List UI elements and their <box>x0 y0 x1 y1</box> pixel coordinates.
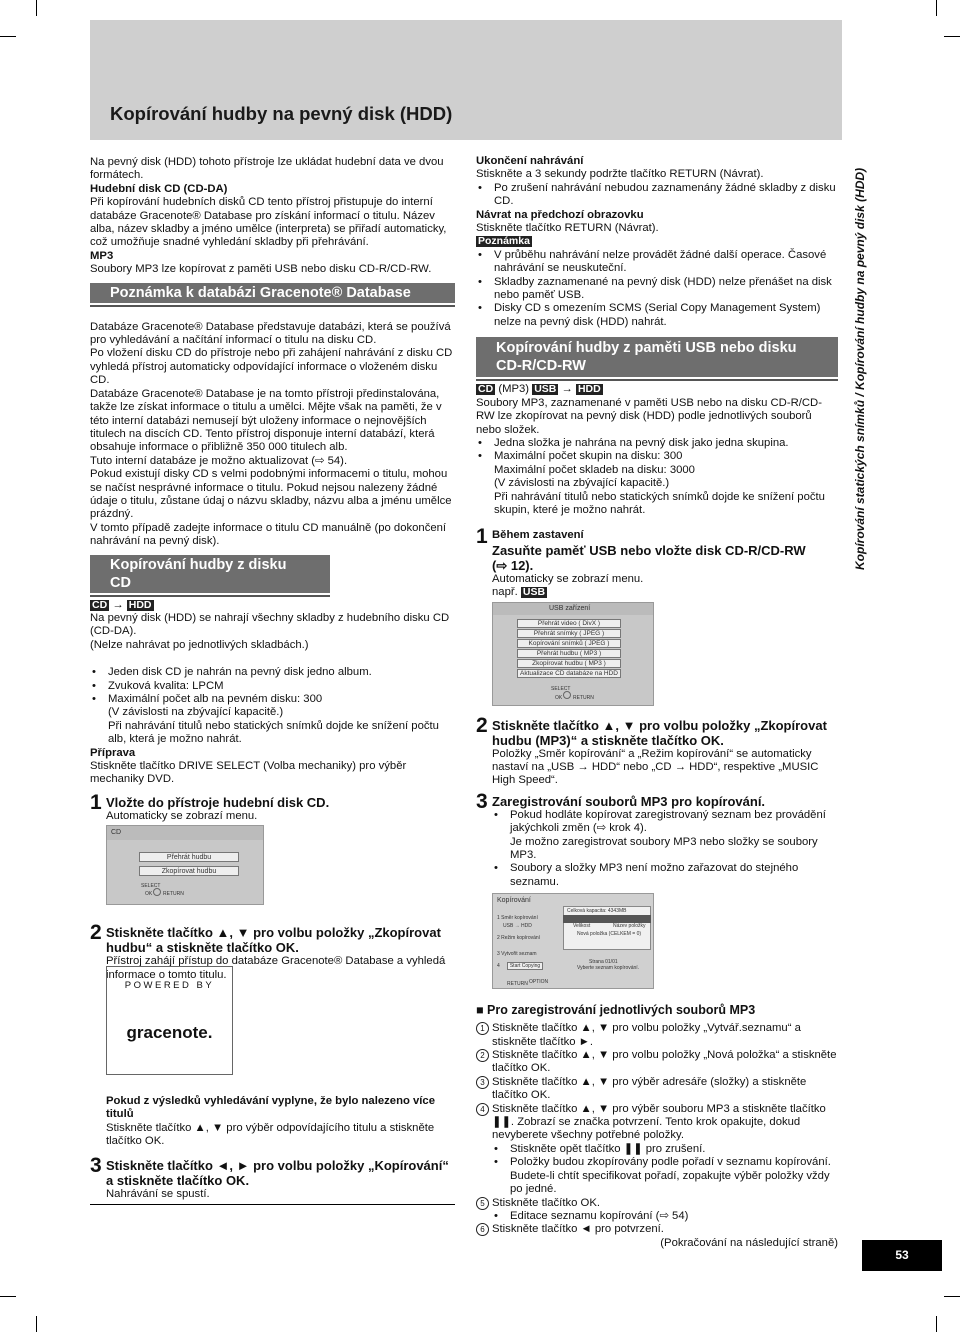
cdda-heading: Hudební disk CD (CD-DA) <box>90 182 228 195</box>
hdd-tag: HDD <box>128 598 152 611</box>
page-number: 53 <box>862 1240 942 1271</box>
section-cd-heading: Kopírování hudby z disku CD <box>90 555 330 595</box>
list-item: • Pokud hodláte kopírovat zaregistrovaný seznam bez provádění jakýchkoli změn (⇨ krok 4). <box>492 809 838 836</box>
item-text: Stiskněte tlačítko OK. <box>492 1196 600 1209</box>
item-text: Stiskněte tlačítko ▲, ▼ pro výběr souboru MP3 a stiskněte tlačítko ❚❚. Zobrazí se značka potvrzení. Tento krok opakujte, dokud nevyberete všechny potřebné položky. <box>492 1102 826 1142</box>
menu-label[interactable]: 3 Vytvořit seznam <box>497 951 537 958</box>
step-title: (⇨ 12). <box>492 557 534 573</box>
ok-hint: OK <box>145 891 153 898</box>
gracenote-wordmark: gracenote. <box>126 1023 213 1043</box>
individual-heading <box>476 1003 838 1018</box>
select-hint: SELECT <box>141 883 161 890</box>
step-title: hudbu (MP3)“ a stiskněte tlačítko OK. <box>492 732 724 748</box>
list-item: • Po zrušení nahrávání nebudou zaznamenány žádné skladby z disku CD. <box>476 182 838 209</box>
list-item: • Skladby zaznamenané na pevný disk (HDD) nelze přenášet na disk nebo paměť USB. <box>476 276 838 303</box>
col-name: Název položky <box>613 923 646 930</box>
continued-note: (Pokračování na následující straně) <box>660 1236 838 1249</box>
end-text: Stiskněte a 3 sekundy podržte tlačítko RETURN (Návrat). <box>476 168 764 181</box>
multi-heading: Pokud z výsledků vyhledávání vyplyne, že bylo nalezeno více titulů <box>106 1095 435 1121</box>
number-circle: 4 <box>476 1103 489 1116</box>
usb-tag: USB <box>534 383 557 396</box>
step-number: 2 <box>90 921 102 945</box>
crop-mark <box>36 0 37 16</box>
db-text-3: Databáze Gracenote® Database je na tomto přístroji předinstalována, takže lze získat informace o titulu a umělci. Mějte však na paměti, že v této interní databázi nemusejí být uloženy informace o nejnovějších titulech na discích CD. Tento přístroj disponuje interní databází, která obsahuje informace o přibližně 350 000 titulech alb. <box>90 387 442 454</box>
crop-mark <box>944 1296 960 1297</box>
divider <box>90 1204 455 1205</box>
crop-mark <box>0 36 16 37</box>
mp3-text: Soubory MP3 lze kopírovat z paměti USB nebo disku CD-R/CD-RW. <box>90 263 432 276</box>
page-indicator: Strana 01/01 <box>589 959 618 966</box>
intro-text: Na pevný disk (HDD) tohoto přístroje lze ukládat hudební data ve dvou formátech. <box>90 156 444 182</box>
menu-option[interactable]: Přehrát hudbu ( MP3 ) <box>517 649 621 658</box>
example-label: např. <box>492 586 518 599</box>
capacity: Celková kapacita: 4343MB <box>567 908 627 915</box>
cdda-text: Při kopírování hudebních disků CD tento přístroj přistupuje do interní databáze Gracenote® Database pro získání informací o titulu. Název alba, název skladby a jméno umělce (interpreta) se přiřadí automaticky, což umožňuje snadné vyhledání skladby při přehrávání. <box>90 196 447 249</box>
list-item: • Položky budou zkopírovány podle pořadí v seznamu kopírování. Budete-li chtít specifikovat pořadí, zopakujte výběr položky vždy po jedné. <box>492 1156 838 1196</box>
list-item: • Maximální počet alb na pevném disku: 300 <box>90 693 455 706</box>
new-item[interactable]: Nová položka (CELKEM = 0) <box>577 931 642 938</box>
prep-heading: Příprava <box>90 746 136 759</box>
step-text: Položky „Směr kopírování“ a „Režim kopírování“ se automaticky nastaví na „USB → HDD“ nebo „CD → HDD“, respektive „MUSIC High Speed“. <box>492 747 819 787</box>
ok-icon <box>153 888 161 896</box>
menu-option[interactable]: Přehrát snímky ( JPEG ) <box>517 629 621 638</box>
cd-text-2: (Nelze nahrávat po jednotlivých skladbách.) <box>90 638 309 651</box>
return-hint: RETURN <box>507 981 528 988</box>
number-circle: 1 <box>476 1022 489 1035</box>
step-title: Stiskněte tlačítko ◄, ► pro volbu položky „Kopírování“ <box>106 1158 449 1173</box>
item-text: Stiskněte tlačítko ▲, ▼ pro volbu položky „Nová položka“ a stiskněte tlačítko OK. <box>492 1049 837 1075</box>
crop-mark <box>0 1296 16 1297</box>
back-text: Stiskněte tlačítko RETURN (Návrat). <box>476 222 659 235</box>
square-bullet-icon: ■ <box>476 1003 488 1018</box>
gracenote-logo <box>106 966 233 1075</box>
step-number: 2 <box>476 713 488 737</box>
item-text: Stiskněte tlačítko ▲, ▼ pro volbu položky „Vytvář.seznamu“ a stiskněte tlačítko ►. <box>492 1022 801 1048</box>
menu-value: USB → HDD <box>503 923 532 930</box>
list-item: • Stiskněte opět tlačítko ❚❚ pro zrušení. <box>492 1143 838 1156</box>
option-hint: OPTION <box>529 979 549 986</box>
cd-text-1: Na pevný disk (HDD) se nahrají všechny skladby z hudebního disku CD (CD-DA). <box>90 611 450 638</box>
return-hint: RETURN <box>163 891 184 898</box>
number-circle: 5 <box>476 1197 489 1210</box>
step-title: Vložte do přístroje hudební disk CD. <box>106 794 330 810</box>
step-title: a stiskněte tlačítko OK. <box>106 1173 250 1188</box>
note-text: Maximální počet skladeb na disku: 3000 <box>494 463 695 476</box>
individual-heading-text: Pro zaregistrování jednotlivých souborů MP3 <box>487 1003 756 1018</box>
hint-text: Vyberte seznam kopírování. <box>577 965 640 972</box>
step-title: Stiskněte tlačítko ▲, ▼ pro volbu položky „Zkopírovat <box>492 717 827 733</box>
list-item: • Disky CD s omezením SCMS (Serial Copy Management System) nelze na pevný disk (HDD) nahrát. <box>476 302 838 329</box>
end-heading: Ukončení nahrávání <box>476 155 584 167</box>
list-item: • V průběhu nahrávání nelze provádět žádné další operace. Časové nahrávání se neuskuteční. <box>476 249 838 276</box>
db-text-2: Po vložení disku CD do přístroje nebo při zahájení nahrávání z disku CD vyhledá přístroj automaticky odpovídající informace o vloženém disku CD. <box>90 347 453 387</box>
number-circle: 6 <box>476 1223 489 1236</box>
return-hint: RETURN <box>573 694 594 701</box>
note-tag: Poznámka <box>478 235 530 248</box>
screen-title: Kopírování <box>497 897 531 905</box>
note-text: Při nahrávání titulů nebo statických snímků dojde ke snížení počtu alb, která je možno nahrát. <box>108 719 439 746</box>
numbered-item <box>476 1103 838 1143</box>
ok-hint: OK <box>555 694 563 701</box>
mp3-heading: MP3 <box>90 249 114 262</box>
step-number: 3 <box>476 789 488 813</box>
section-usb-title-2: CD-R/CD-RW <box>496 358 586 375</box>
db-text-1: Databáze Gracenote® Database představuje databázi, která se používá pro vyhledávání a načítání informací o titulu na disku CD. <box>90 320 451 347</box>
mp3-label: (MP3) <box>498 383 530 396</box>
list-item: • Soubory a složky MP3 není možno zařazovat do stejného seznamu. <box>492 862 838 889</box>
section-usb-title: Kopírování hudby z paměti USB nebo disku <box>496 340 797 357</box>
step-text: Přístroj zahájí přístup do databáze Gracenote® Database a vyhledá informace o tomto titulu. <box>106 955 446 981</box>
step-3 <box>90 1154 455 1201</box>
note-text: (V závislosti na zbývající kapacitě.) <box>108 706 284 719</box>
cd-tag: CD <box>478 383 494 396</box>
header-bar <box>90 20 842 140</box>
start-copying-button[interactable]: Start Copying <box>507 962 543 970</box>
db-text-4: Tuto interní databáze je možno aktualizovat (⇨ 54). <box>90 454 348 467</box>
item-text: Stiskněte tlačítko ◄ pro potvrzení. <box>492 1223 664 1236</box>
side-label <box>845 167 875 570</box>
cd-menu-screen <box>106 825 264 905</box>
select-hint: SELECT <box>551 685 571 692</box>
list-item: • Jedna složka je nahrána na pevný disk jako jedna skupina. <box>476 437 838 450</box>
step-title: Stiskněte tlačítko ▲, ▼ pro volbu položky „Zkopírovat <box>106 925 441 941</box>
step-sub: Během zastavení <box>492 529 584 542</box>
db-text-6: V tomto případě zadejte informace o titulu CD manuálně (po dokončení nahrávání na pevný disk). <box>90 521 447 548</box>
crop-mark <box>936 0 937 16</box>
prep-text: Stiskněte tlačítko DRIVE SELECT (Volba mechaniky) pro výběr mechaniky DVD. <box>90 760 407 786</box>
arrow: → <box>112 598 124 611</box>
list-item: • Zvuková kvalita: LPCM <box>90 680 455 693</box>
usb-menu-screen <box>492 602 654 706</box>
right-column <box>476 155 838 1250</box>
step-1 <box>476 525 838 599</box>
step-title: Zasuňte paměť USB nebo vložte disk CD-R/CD-RW <box>492 542 806 558</box>
screen-title: USB zařízení <box>493 603 653 615</box>
menu-option[interactable]: Přehrát video ( DivX ) <box>517 619 621 628</box>
crop-mark <box>936 1316 937 1332</box>
step-3 <box>476 789 838 889</box>
step-title: hudbu“ a stiskněte tlačítko OK. <box>106 940 299 956</box>
play-music-option[interactable]: Přehrát hudbu <box>139 852 239 862</box>
crop-mark <box>36 1316 37 1332</box>
db-text-5: Pokud existují disky CD s velmi podobnými informacemi o titulu, mohou se načíst nesprávné informace o titulu. Pokud nejsou nalezeny žádné údaje o titulu, zůstane údaj o názvu skladby, názvu alba a jménu umělce prázdný. <box>90 468 452 521</box>
cd-tag: CD <box>92 598 108 611</box>
section-usb-heading <box>476 337 838 379</box>
numbered-item <box>476 1076 838 1103</box>
step-2 <box>476 713 838 788</box>
multi-results <box>106 1095 456 1149</box>
ok-icon <box>563 691 571 699</box>
powered-by-text: POWERED BY <box>124 980 215 991</box>
numbered-item <box>476 1223 838 1236</box>
menu-option[interactable]: Zkopírovat hudbu ( MP3 ) <box>517 659 621 668</box>
menu-label[interactable]: 2 Režim kopírování <box>497 935 541 942</box>
step-number: 1 <box>476 525 488 549</box>
note-text: Při nahrávání titulů nebo statických snímků dojde ke snížení počtu skupin, které je možno nahrát. <box>494 490 825 516</box>
page-title: Kopírování hudby na pevný disk (HDD) <box>110 102 453 124</box>
step-title: Zaregistrování souborů MP3 pro kopírování. <box>492 793 766 809</box>
numbered-item <box>476 1022 838 1049</box>
step-number: 1 <box>90 790 102 814</box>
number-circle: 3 <box>476 1076 489 1089</box>
usb-tag: USB <box>522 586 546 599</box>
list-item: • Maximální počet skupin na disku: 300 <box>476 450 838 463</box>
note-text: (V závislosti na zbývající kapacitě.) <box>494 477 670 490</box>
item-text: Stiskněte tlačítko ▲, ▼ pro výběr adresáře (složky) a stiskněte tlačítko OK. <box>492 1075 807 1102</box>
hdd-tag: HDD <box>577 383 601 396</box>
number-circle: 2 <box>476 1049 489 1062</box>
menu-option[interactable]: Aktualizace CD databáze na HDD <box>517 669 621 678</box>
step-text: Automaticky se zobrazí menu. <box>106 809 258 822</box>
menu-option[interactable]: Kopírování snímků ( JPEG ) <box>517 639 621 648</box>
step-number: 3 <box>90 1154 102 1177</box>
crop-mark <box>944 36 960 37</box>
side-label-text: Kopírování statických snímků / Kopírování hudby na pevný disk (HDD) <box>853 167 867 570</box>
step-1 <box>90 790 455 823</box>
numbered-item <box>476 1049 838 1076</box>
copy-music-option[interactable]: Zkopírovat hudbu <box>139 866 239 876</box>
multi-text: Stiskněte tlačítko ▲, ▼ pro výběr odpovídajícího titulu a stiskněte tlačítko OK. <box>106 1121 435 1148</box>
note-text: Je možno zaregistrovat soubory MP3 nebo složky se soubory MP3. <box>510 835 818 861</box>
usb-text: Soubory MP3, zaznamenané v paměti USB nebo na disku CD-R/CD-RW lze zkopírovat na pevný disk (HDD) podle jednotlivých souborů nebo složek. <box>476 396 822 436</box>
left-column <box>90 156 455 982</box>
menu-label[interactable]: 1 Směr kopírování <box>497 915 538 922</box>
section-gracenote-heading: Poznámka k databázi Gracenote® Database <box>90 283 455 305</box>
menu-label: 4 <box>497 963 500 970</box>
numbered-item <box>476 1197 838 1210</box>
list-item: • Editace seznamu kopírování (⇨ 54) <box>492 1210 838 1223</box>
back-heading: Návrat na předchozí obrazovku <box>476 208 644 221</box>
copy-screen <box>492 893 654 989</box>
list-item: • Jeden disk CD je nahrán na pevný disk jedno album. <box>90 666 455 679</box>
col-size: Velikost <box>573 923 591 930</box>
screen-title: CD <box>107 826 263 840</box>
step-text: Nahrávání se spustí. <box>106 1188 210 1200</box>
arrow: → <box>561 383 573 396</box>
step-text: Automaticky se zobrazí menu. <box>492 572 644 585</box>
